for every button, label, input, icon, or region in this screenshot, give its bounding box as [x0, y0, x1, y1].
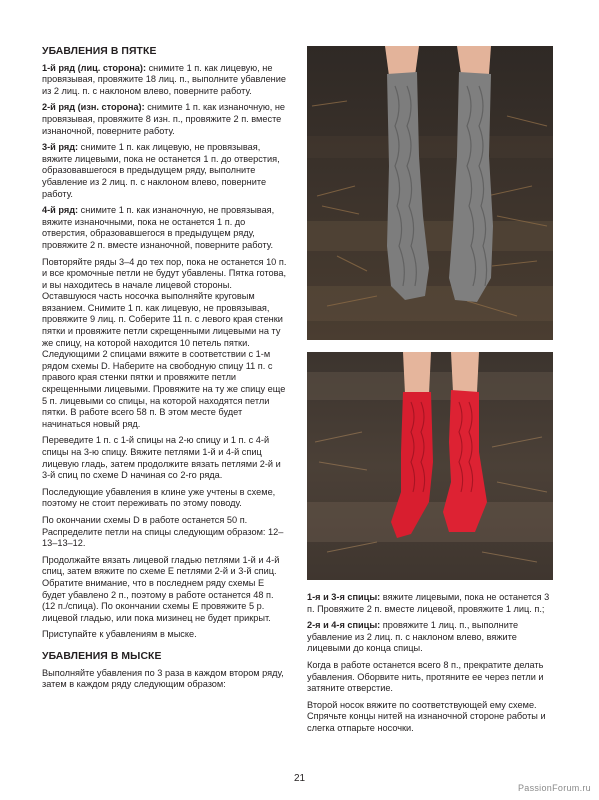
- row1-label: 1-й ряд (лиц. сторона):: [42, 62, 147, 73]
- left-column: [42, 46, 288, 696]
- page-number: 21: [293, 773, 306, 784]
- row2-label: 2-й ряд (изн. сторона):: [42, 102, 145, 113]
- right-column: [307, 592, 553, 740]
- row3-paragraph: [42, 142, 288, 200]
- row4-paragraph: [42, 205, 288, 251]
- grey-socks-illustration: [307, 46, 553, 340]
- start-toe-paragraph: Приступайте к убавлениям в мыске.: [42, 629, 197, 640]
- red-socks-photo: [307, 352, 553, 580]
- row2-text: снимите 1 п. как изнаночную, не провязывая, провяжите 8 изн. п., провяжите 2 п. вместе изнаночной, поверните работу.: [42, 102, 285, 136]
- heel-decrease-heading: УБАВЛЕНИЯ В ПЯТКЕ: [42, 46, 157, 57]
- row4-label: 4-й ряд:: [42, 205, 79, 216]
- row1-text: снимите 1 п. как лицевую, не провязывая, провяжите 18 лиц. п., выполните убавление из 2 лиц. п. с наклоном влево, поверните работу.: [42, 62, 287, 96]
- continue-paragraph: Продолжайте вязать лицевой гладью петлями 1-й и 4-й спиц, затем вяжите по схеме E петлями 2-й и 3-й спиц. Обратите внимание, что в последнем ряду схемы E будет убавлено 2 п., поэтому в работе останется 48 п. (12 п./спица). По окончании схемы E провяжите 5 р. лицевой гладью, или пока мизинец не будет прикрыт.: [42, 554, 280, 623]
- grey-socks-photo: [307, 46, 553, 340]
- row1-paragraph: [42, 63, 288, 98]
- needles-2-4-text: провяжите 1 лиц. п., выполните убавление из 2 лиц. п. с наклоном влево, вяжите лицевыми до конца спицы.: [307, 620, 519, 654]
- red-socks-illustration: [307, 352, 553, 580]
- row3-text: снимите 1 п. как лицевую, не провязывая, вяжите лицевыми, пока не останется 1 п. до отверстия, образовавшегося в предыдущем ряду, выполните убавление из 2 лиц. п. с наклоном влево, поверните работу.: [42, 142, 280, 199]
- note-paragraph: Последующие убавления в клине уже учтены в схеме, поэтому не стоит переживать по этому поводу.: [42, 486, 276, 509]
- row4-text: снимите 1 п. как изнаночную, не провязывая, вяжите изнаночными, пока не останется 1 п. до отверстия, образовавшегося в предыдущем ряду, провяжите 2 п. вместе изнаночной, поверните работу.: [42, 205, 275, 250]
- row2-paragraph: [42, 102, 288, 137]
- transfer-paragraph: Переведите 1 п. с 1-й спицы на 2-ю спицу и 1 п. с 4-й спицы на 3-ю спицу. Вяжите петлями 1-й и 4-й спиц лицевую гладь, затем продолжите вязать петлями 2-й и 3-й спиц по схеме D начиная со 2-го ряда.: [42, 435, 281, 481]
- needles-1-3-paragraph: [307, 592, 553, 615]
- watermark: PassionForum.ru: [517, 783, 591, 793]
- repeat-paragraph: Повторяйте ряды 3–4 до тех пор, пока не останется 10 п. и все кромочные петли не будут убавлены. Пятка готова, и вы находитесь в начале лицевой стороны. Оставшуюся часть носочка выполняйте круговым вязанием. Снимите 1 п. как лицевую, не провязывая, провяжите 9 лиц. п. Соберите 11 п. с левого края стенки пятки и провяжите петли скрещенными лицевыми на ту же спицу, на которой находится 10 петель пятки. Следующими 2 спицами вяжите в соответствии с 1-м рядом схемы D. Наберите на свободную спицу 11 п. с правого края стенки пятки и провяжите петли скрещенными лицевыми. Провяжите на ту же спицу еще 5 п. лицевыми со спицы, на которой находятся петли пятки. В работе всего 58 п. В этом месте будет начинаться новый ряд.: [42, 256, 287, 429]
- toe-intro-paragraph: Выполняйте убавления по 3 раза в каждом втором ряду, затем в каждом ряду следующим образом:: [42, 667, 284, 690]
- needles-1-3-label: 1-я и 3-я спицы:: [307, 592, 381, 602]
- distribute-paragraph: По окончании схемы D в работе останется 50 п. Распределите петли на спицы следующим образом: 12–13–13–12.: [42, 514, 284, 549]
- needles-1-3-text: вяжите лицевыми, пока не останется 3 п. Провяжите 2 п. вместе лицевой, провяжите 1 лиц. п.;: [307, 592, 550, 614]
- needles-2-4-paragraph: [307, 620, 553, 655]
- finish-paragraph: Когда в работе останется всего 8 п., прекратите делать убавления. Оборвите нить, протяните ее через петли и затяните отверстие.: [307, 659, 544, 694]
- second-sock-paragraph: Второй носок вяжите по соответствующей ему схеме. Спрячьте концы нитей на изнаночной стороне работы и слегка отпарьте носочки.: [307, 699, 546, 733]
- row3-label: 3-й ряд:: [42, 142, 79, 153]
- toe-decrease-heading: УБАВЛЕНИЯ В МЫСКЕ: [42, 650, 162, 662]
- needles-2-4-label: 2-я и 4-я спицы:: [307, 620, 381, 631]
